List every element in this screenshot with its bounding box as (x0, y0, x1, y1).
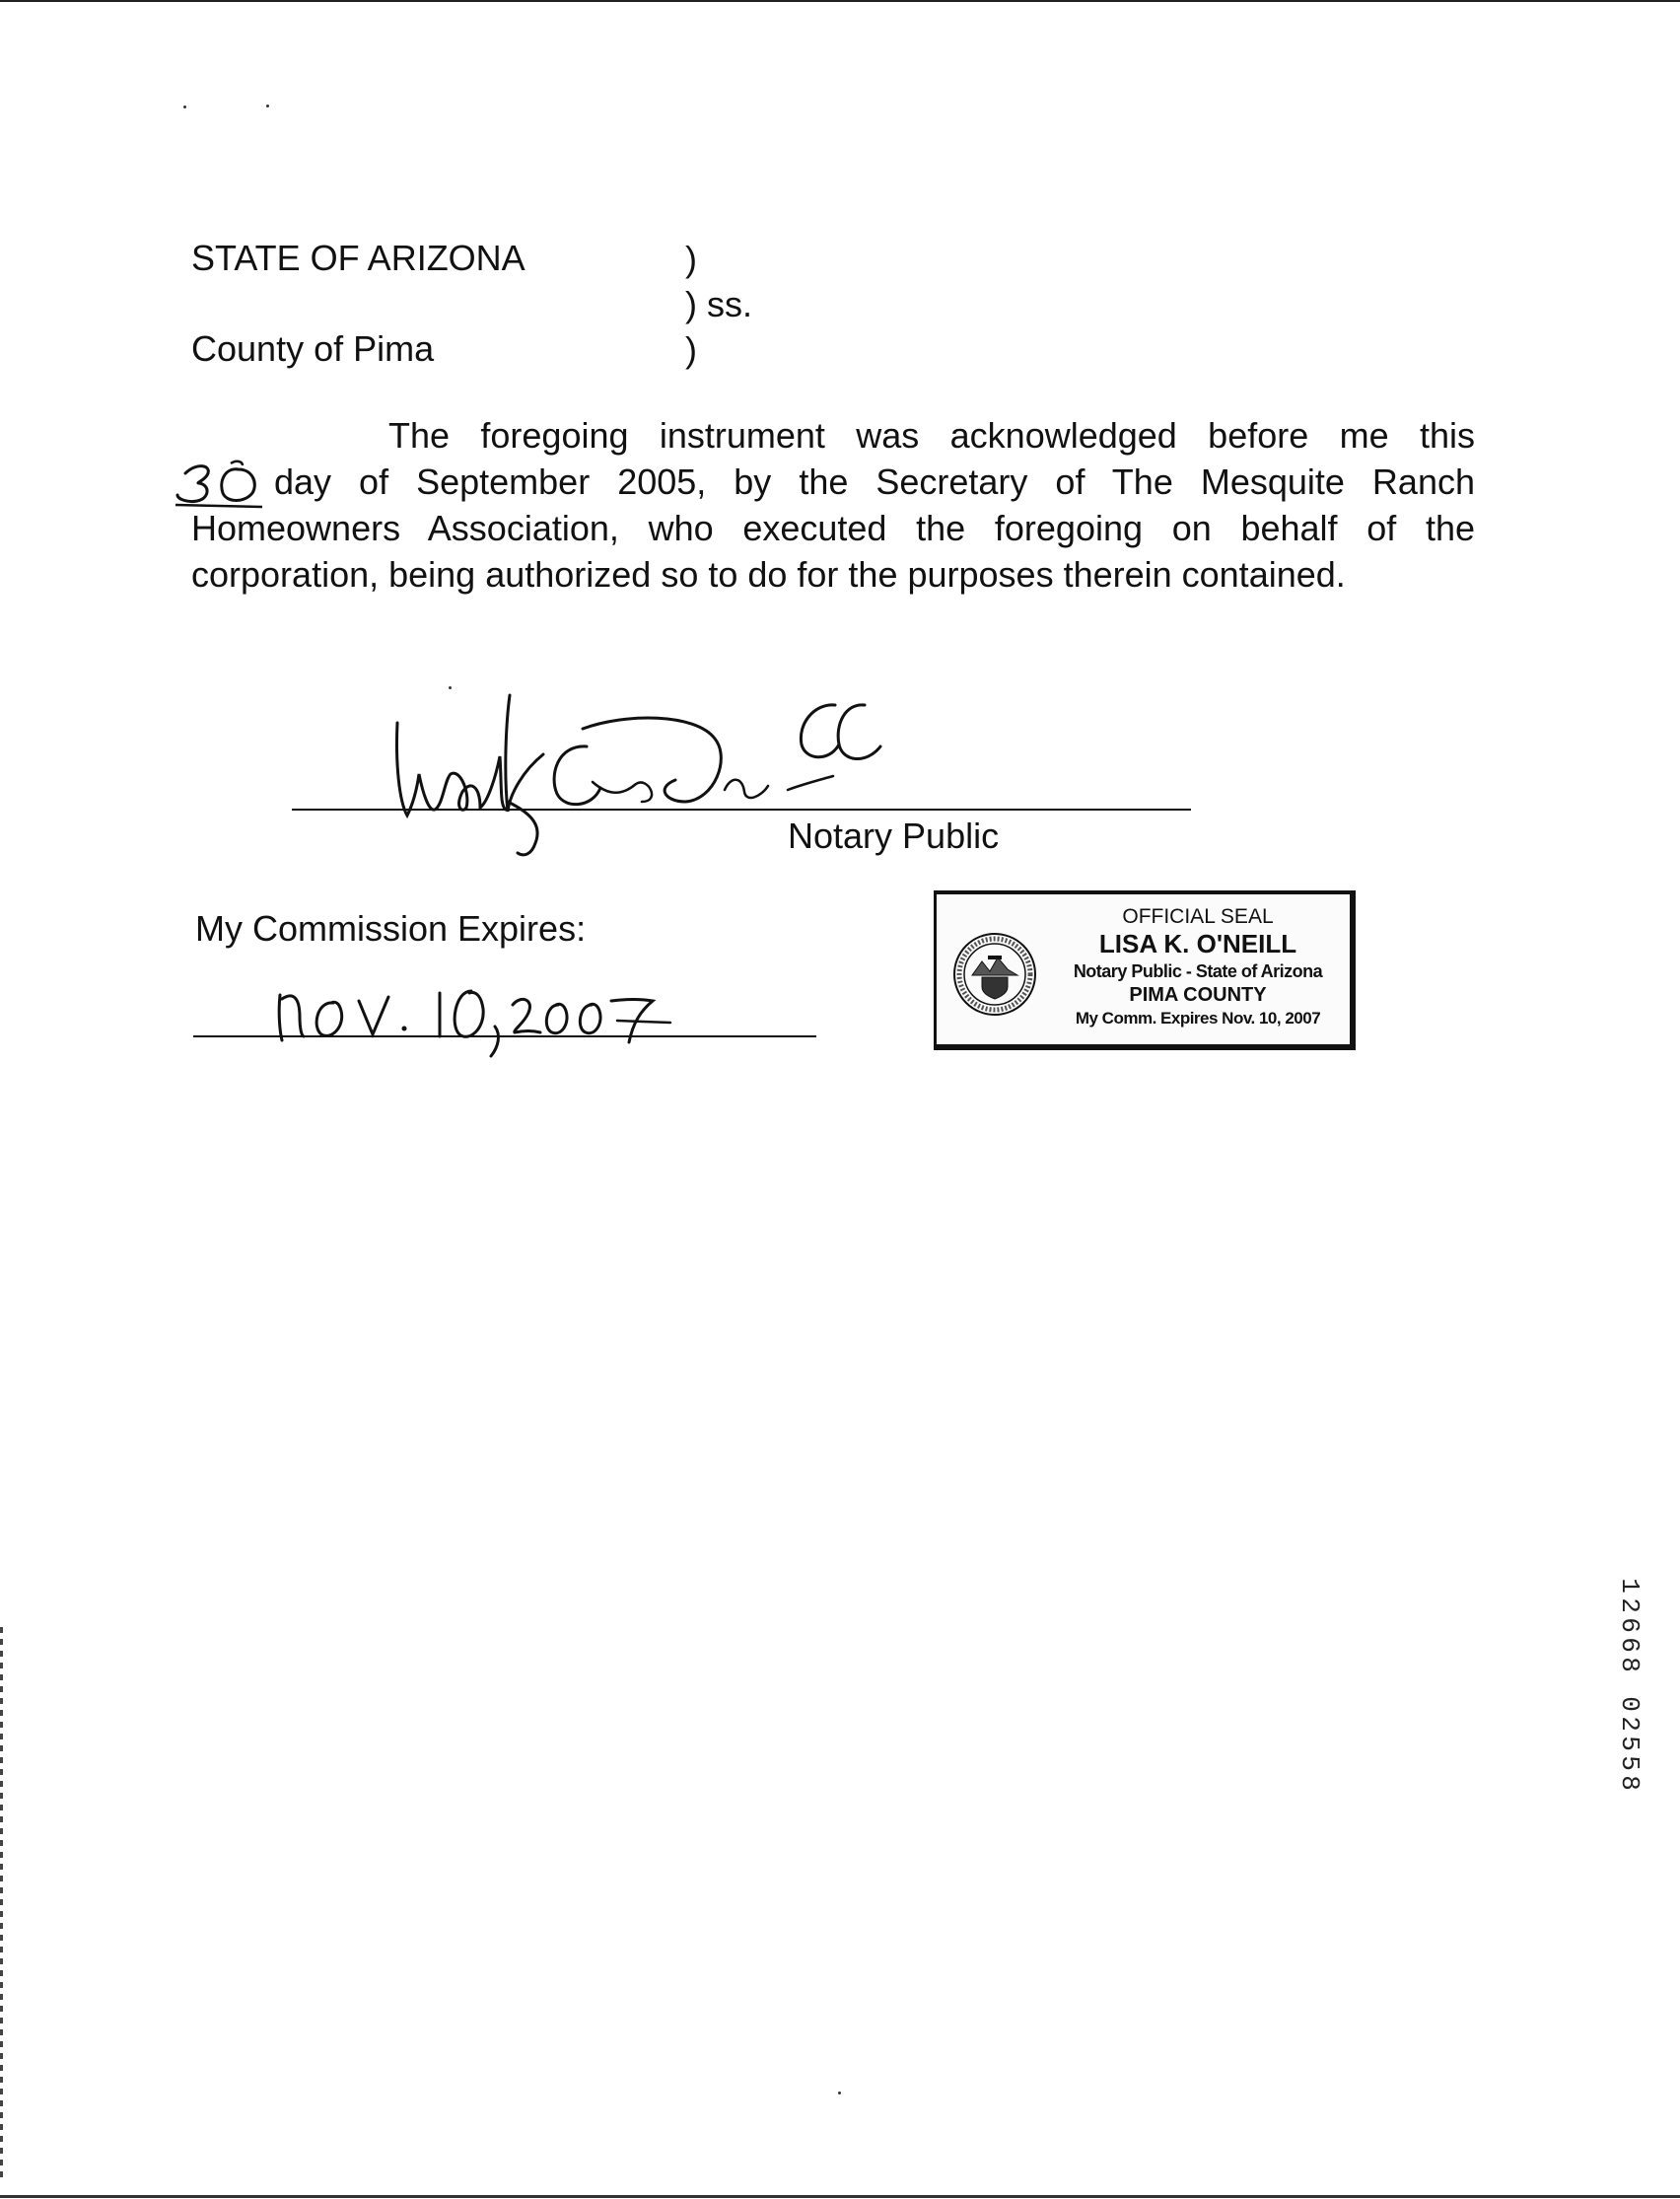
doc-number-digit: 8 (1615, 1657, 1645, 1672)
doc-number-digit: 2 (1615, 1597, 1645, 1613)
doc-number-digit: 5 (1615, 1755, 1645, 1771)
seal-expires: My Comm. Expires Nov. 10, 2007 (1075, 1009, 1321, 1028)
ack-line-1: The foregoing instrument was acknowledged before me this (388, 415, 1475, 456)
page-left-edge (0, 1627, 3, 2179)
commission-expires-label: My Commission Expires: (195, 908, 587, 949)
ack-line-3: Homeowners Association, who executed the foregoing on behalf of the (191, 508, 1475, 548)
doc-number-digit: 6 (1615, 1637, 1645, 1653)
signature-line (292, 809, 1191, 811)
doc-number-digit: 2 (1615, 1716, 1645, 1732)
bracket-top: ) (685, 239, 697, 279)
document-number-stamp (1612, 1576, 1647, 1793)
ack-line-4: corporation, being authorized so to do for the purposes therein contained. (191, 554, 1346, 595)
bracket-bottom: ) (685, 329, 697, 370)
acknowledgment-paragraph (191, 412, 1475, 598)
bracket-ss: ) ss. (685, 284, 752, 324)
arizona-state-seal-icon (952, 932, 1037, 1017)
official-seal-stamp (934, 890, 1356, 1050)
doc-number-digit: 1 (1615, 1578, 1645, 1594)
ack-line-2: day of September 2005, by the Secretary of The Mesquite Ranch (274, 461, 1475, 502)
doc-number-digit: 6 (1615, 1617, 1645, 1633)
doc-number-digit: 5 (1615, 1736, 1645, 1751)
handwritten-day (170, 456, 264, 511)
commission-date-line (193, 1035, 816, 1037)
doc-number-digit: 8 (1615, 1775, 1645, 1791)
handwritten-commission-date (266, 971, 680, 1060)
scan-speck (183, 106, 186, 108)
venue-county: County of Pima (191, 328, 435, 369)
seal-county: PIMA COUNTY (1129, 984, 1267, 1006)
seal-text-block (1045, 904, 1351, 1030)
seal-title: OFFICIAL SEAL (1122, 905, 1274, 928)
seal-notary-name: LISA K. O'NEILL (1098, 929, 1297, 958)
page-bottom-edge (0, 2195, 1680, 2198)
doc-number-digit: 0 (1615, 1696, 1645, 1712)
scan-speck (838, 2092, 841, 2094)
venue-ss-brackets (685, 237, 752, 373)
venue-state: STATE OF ARIZONA (191, 238, 525, 278)
seal-role: Notary Public - State of Arizona (1073, 961, 1323, 981)
notary-public-label: Notary Public (788, 816, 1000, 856)
scan-speck (266, 105, 269, 107)
page-top-edge (0, 0, 1680, 2)
